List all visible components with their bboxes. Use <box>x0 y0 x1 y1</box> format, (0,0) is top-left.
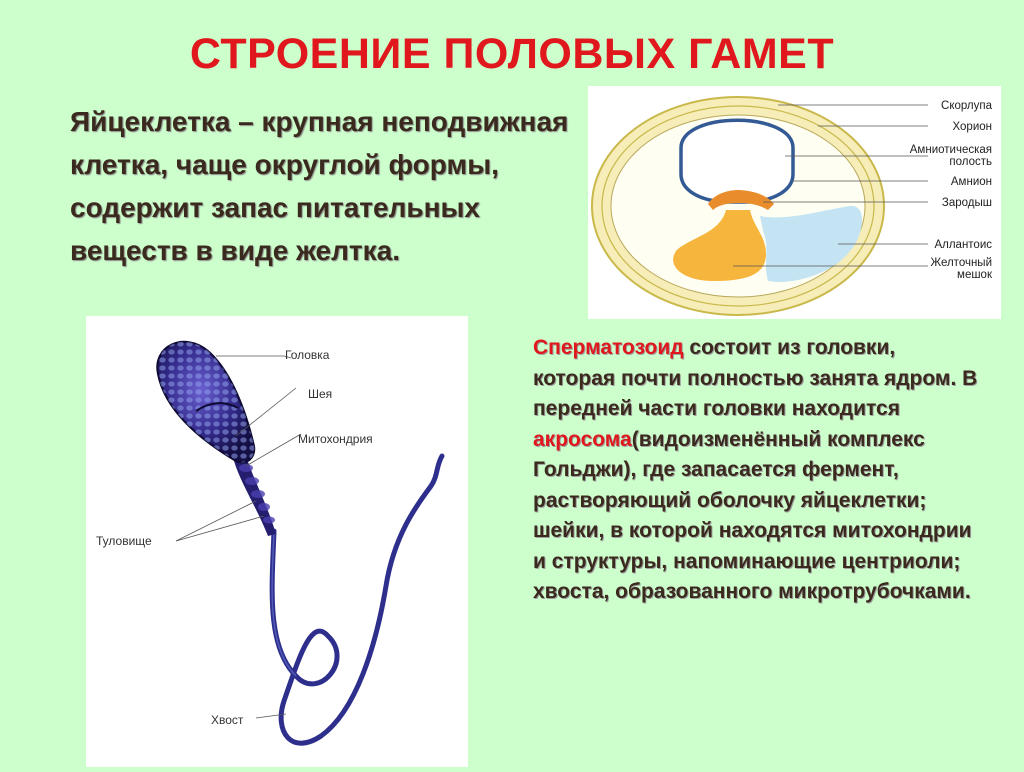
egg-diagram-svg <box>588 86 1001 319</box>
label-tail: Хвост <box>211 713 244 727</box>
egg-diagram <box>588 86 1001 319</box>
egg-description: Яйцеклетка – крупная неподвижная клетка, чаще округлой формы, содержит запас питательных веществ в виде желтка. <box>70 106 569 266</box>
label-amniotic-cavity-1: Амниотическая <box>909 144 992 156</box>
label-head: Головка <box>285 348 330 362</box>
label-amniotic-cavity-2: полость <box>949 156 992 168</box>
label-chorion: Хорион <box>952 121 992 133</box>
label-neck: Шея <box>308 387 333 401</box>
sperm-diagram-svg <box>86 316 468 767</box>
acrosome-term: акросома <box>533 427 632 451</box>
amniotic-cavity-shape <box>681 120 793 202</box>
label-shell: Скорлупа <box>941 100 992 112</box>
label-yolk-sac-2: мешок <box>957 269 992 281</box>
sperm-description <box>533 333 983 608</box>
label-body: Туловище <box>96 534 152 548</box>
label-embryo: Зародыш <box>941 197 992 209</box>
label-yolk-sac-1: Желточный <box>930 257 992 269</box>
tail-shape <box>272 456 442 743</box>
label-allantois: Аллантоис <box>934 239 992 251</box>
label-amnion: Амнион <box>950 176 992 188</box>
sperm-description-part2: (видоизменённый комплекс Гольджи), где запасается фермент, растворяющий оболочку яйцеклетки; шейки, в которой находятся митохондрии и структуры, напоминающие центриоли; хвоста, образованного микротрубочками. <box>533 427 972 603</box>
sperm-term: Сперматозоид <box>533 336 684 359</box>
sperm-description-part1: состоит из головки, которая почти полностью занята ядром. В передней части головки находится <box>533 336 978 420</box>
label-mitochondria: Митохондрия <box>298 432 373 446</box>
sperm-diagram <box>86 316 468 767</box>
slide-title: СТРОЕНИЕ ПОЛОВЫХ ГАМЕТ <box>189 30 835 78</box>
